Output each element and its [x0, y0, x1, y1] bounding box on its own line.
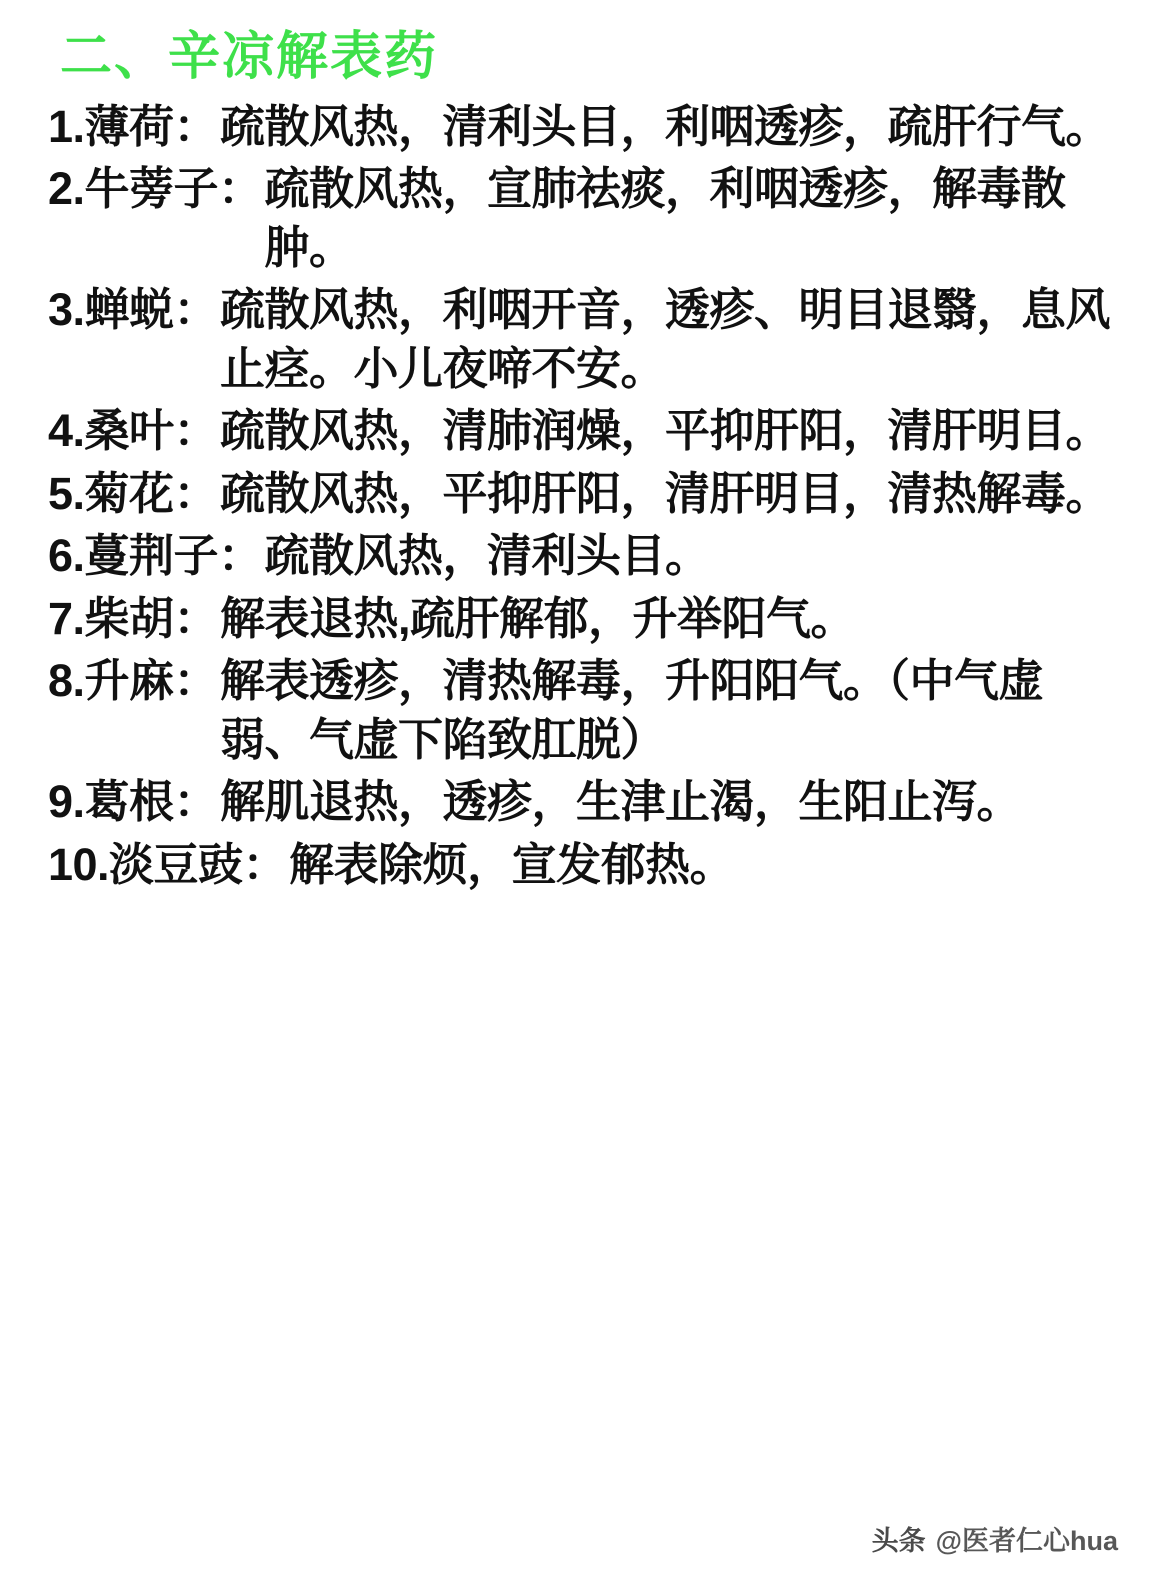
list-item-text: 疏散风热，清利头目。 [264, 530, 710, 582]
list-item [48, 773, 1124, 832]
list-item-text: 解表除烦，宣发郁热。 [289, 838, 735, 890]
list-item-text: 疏散风热，利咽开音，透疹、明目退翳，息风止痉。小儿夜啼不安。 [220, 284, 1111, 394]
list-item [48, 527, 1124, 586]
list-item [48, 652, 1124, 769]
list-item-number: 9.葛根： [48, 776, 219, 828]
list-item-number: 10.淡豆豉： [48, 838, 288, 890]
list-item-number: 5.菊花： [48, 467, 219, 519]
list-item [48, 590, 1124, 649]
list-item-text: 疏散风热，宣肺祛痰，利咽透疹，解毒散肿。 [264, 163, 1066, 273]
list-item-number: 1.薄荷： [48, 100, 219, 152]
list-item [48, 160, 1124, 277]
list-item [48, 402, 1124, 461]
list-item-number: 6.蔓荆子： [48, 530, 263, 582]
list-item-text: 解表透疹，清热解毒，升阳阳气。（中气虚弱、气虚下陷致肛脱） [220, 655, 1044, 765]
list-item-number: 7.柴胡： [48, 592, 219, 644]
list-item-text: 疏散风热，平抑肝阳，清肝明目，清热解毒。 [220, 467, 1111, 519]
list-item [48, 465, 1124, 524]
list-item-text: 疏散风热，清肺润燥，平抑肝阳，清肝明目。 [220, 405, 1111, 457]
list-item-number: 8.升麻： [48, 655, 219, 707]
list-item-number: 4.桑叶： [48, 405, 219, 457]
watermark-handle: @医者仁心hua [935, 1526, 1118, 1556]
list-item [48, 98, 1124, 157]
list-item-text: 解表退热,疏肝解郁，升举阳气。 [220, 592, 856, 644]
list-item [48, 836, 1124, 895]
watermark [872, 1519, 1118, 1558]
list-item-number: 3.蝉蜕： [48, 284, 219, 336]
list-item-text: 解肌退热，透疹，生津止渴，生阳止泻。 [220, 776, 1022, 828]
list-item [48, 281, 1124, 398]
watermark-platform: 头条 [871, 1526, 926, 1556]
list-item-number: 2.牛蒡子： [48, 163, 263, 215]
list-item-text: 疏散风热，清利头目，利咽透疹，疏肝行气。 [220, 100, 1111, 152]
section-title: 二、辛凉解表药 [60, 28, 439, 86]
